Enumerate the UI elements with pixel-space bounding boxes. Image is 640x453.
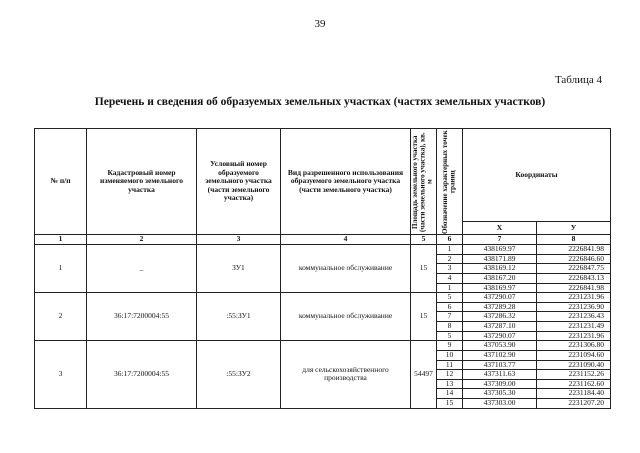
cell-y: 2231231.49: [537, 322, 611, 332]
cell-point: 6: [437, 302, 463, 312]
cell-point: 12: [437, 370, 463, 380]
cell-point: 5: [437, 293, 463, 303]
cell-point: 1: [437, 283, 463, 293]
cell-num: 1: [35, 245, 87, 293]
header-cadastral: Кадастровый номер изменяемого земельного участка: [87, 129, 197, 235]
cell-x: 437311.63: [463, 370, 537, 380]
cell-y: 2231236.43: [537, 312, 611, 322]
cell-point: 8: [437, 322, 463, 332]
cell-y: 2231090.40: [537, 360, 611, 370]
cell-y: 2226841.98: [537, 283, 611, 293]
cell-x: 437289.28: [463, 302, 537, 312]
cell-y: 2231207.20: [537, 399, 611, 409]
cell-x: 437287.10: [463, 322, 537, 332]
cell-y: 2231152.26: [537, 370, 611, 380]
cell-x: 437103.77: [463, 360, 537, 370]
cell-point: 1: [437, 245, 463, 255]
cell-point: 3: [437, 264, 463, 274]
header-use-type: Вид разрешенного использования образуемого земельного участка (части земельного участка): [281, 129, 411, 235]
cell-y: 2231236.90: [537, 302, 611, 312]
header-coords: Координаты: [463, 129, 611, 222]
column-number: 4: [281, 235, 411, 245]
cell-point: 13: [437, 379, 463, 389]
cell-area: 54497: [411, 341, 437, 408]
column-number: 5: [411, 235, 437, 245]
cell-area: 15: [411, 245, 437, 293]
cell-x: 438169.12: [463, 264, 537, 274]
column-number: 7: [463, 235, 537, 245]
cell-y: 2226847.75: [537, 264, 611, 274]
cell-conditional: :55:ЗУ2: [197, 341, 281, 408]
cell-num: 3: [35, 341, 87, 408]
plots-table: [34, 128, 611, 409]
cell-y: 2226846.60: [537, 254, 611, 264]
page-number: 39: [314, 18, 326, 30]
cell-cadastral: 36:17:7200004:55: [87, 341, 197, 408]
header-area-text: Площадь земельного участка (части земельного участка), кв. м: [411, 131, 435, 232]
cell-point: 10: [437, 350, 463, 360]
cell-cadastral: _: [87, 245, 197, 293]
cell-x: 437303.00: [463, 399, 537, 409]
cell-y: 2231184.40: [537, 389, 611, 399]
cell-x: 437102.90: [463, 350, 537, 360]
cell-x: 438167.20: [463, 273, 537, 283]
table-label: Таблица 4: [554, 74, 602, 86]
cell-conditional: :55:ЗУ1: [197, 293, 281, 341]
document-title: Перечень и сведения об образуемых земельных участках (частях земельных участков): [94, 96, 546, 108]
cell-point: 4: [437, 273, 463, 283]
cell-use-type: коммунальное обслуживание: [281, 245, 411, 293]
table-row: [35, 293, 611, 303]
cell-conditional: ЗУ1: [197, 245, 281, 293]
header-conditional: Условный номер образуемого земельного участка (части земельного участка): [197, 129, 281, 235]
cell-y: 2231231.96: [537, 293, 611, 303]
cell-num: 2: [35, 293, 87, 341]
table-row: [35, 245, 611, 255]
cell-y: 2226843.13: [537, 273, 611, 283]
cell-point: 9: [437, 341, 463, 351]
cell-use-type: коммунальное обслуживание: [281, 293, 411, 341]
cell-use-type: для сельскохозяйственного производства: [281, 341, 411, 408]
cell-point: 14: [437, 389, 463, 399]
cell-point: 7: [437, 312, 463, 322]
column-number: 8: [537, 235, 611, 245]
cell-x: 437290.07: [463, 293, 537, 303]
cell-cadastral: 36:17:7200004:55: [87, 293, 197, 341]
cell-y: 2231306.80: [537, 341, 611, 351]
cell-point: 2: [437, 254, 463, 264]
cell-area: 15: [411, 293, 437, 341]
cell-y: 2231231.96: [537, 331, 611, 341]
cell-x: 437290.07: [463, 331, 537, 341]
column-number: 2: [87, 235, 197, 245]
cell-point: 11: [437, 360, 463, 370]
cell-x: 438171.89: [463, 254, 537, 264]
column-number: 1: [35, 235, 87, 245]
cell-y: 2226841.98: [537, 245, 611, 255]
cell-y: 2231162.60: [537, 379, 611, 389]
column-numbers-row: [35, 235, 611, 245]
cell-x: 438169.97: [463, 283, 537, 293]
table-row: [35, 341, 611, 351]
cell-x: 438169.97: [463, 245, 537, 255]
header-points-text: Обозначение характерных точек границ: [441, 129, 457, 234]
cell-x: 437286.32: [463, 312, 537, 322]
table-body: [35, 245, 611, 409]
header-y: У: [537, 222, 611, 235]
cell-point: 15: [437, 399, 463, 409]
column-number: 3: [197, 235, 281, 245]
column-number: 6: [437, 235, 463, 245]
cell-x: 437053.90: [463, 341, 537, 351]
cell-y: 2231094.60: [537, 350, 611, 360]
header-area: [411, 129, 437, 235]
cell-point: 5: [437, 331, 463, 341]
header-points: [437, 129, 463, 235]
cell-x: 437309.00: [463, 379, 537, 389]
header-num: № п/п: [35, 129, 87, 235]
header-x: X: [463, 222, 537, 235]
cell-x: 437305.30: [463, 389, 537, 399]
